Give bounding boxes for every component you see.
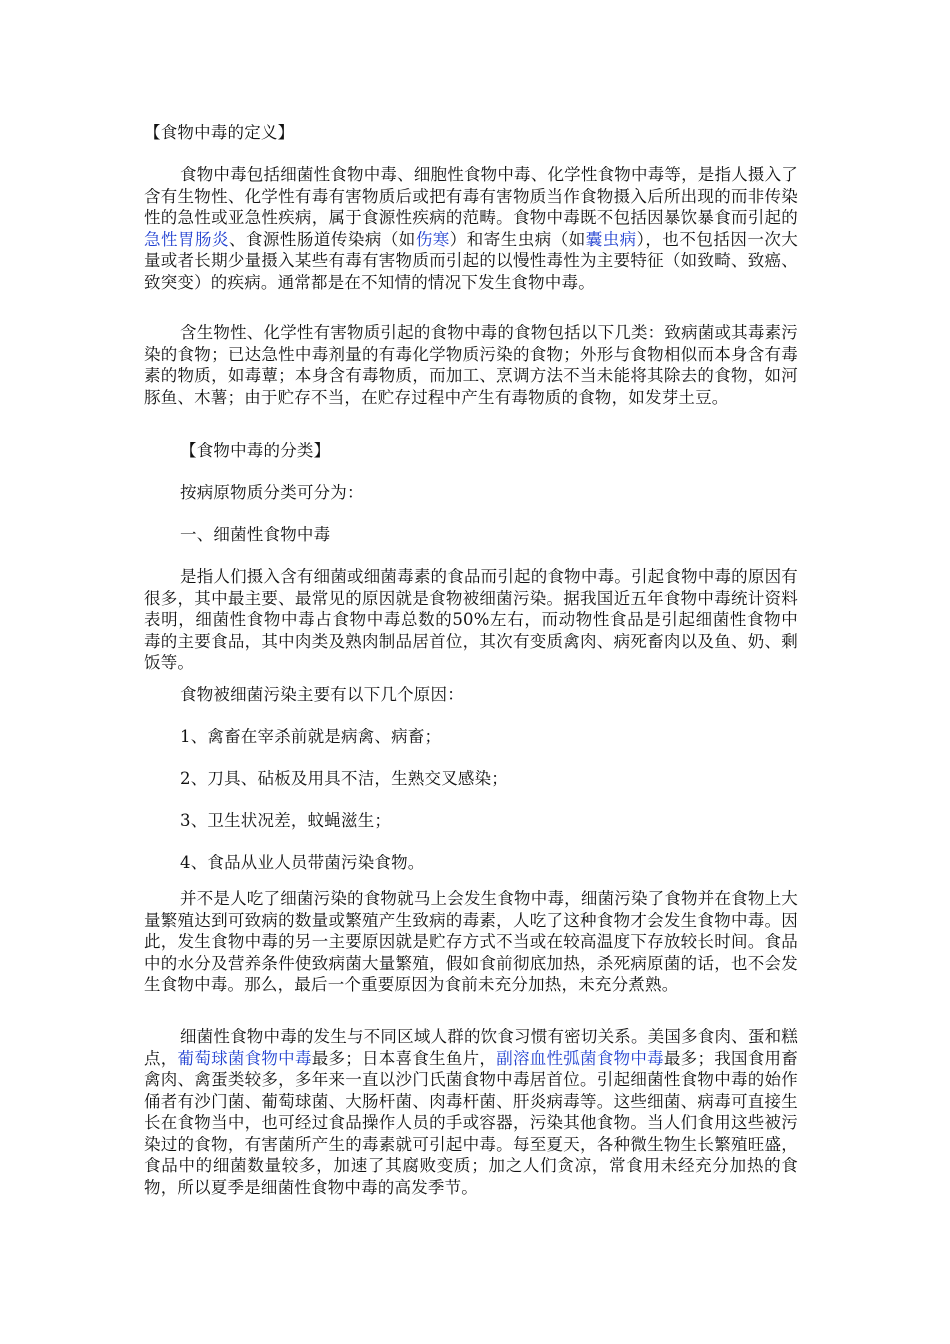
paragraph-dietary-habits — [144, 1026, 798, 1198]
paragraph-food-types: 含生物性、化学性有害物质引起的食物中毒的食物包括以下几类：致病菌或其毒素污染的食物；已达急性中毒剂量的有毒化学物质污染的食物；外形与食物相似而本身含有毒素的物质，如毒蕈；本身含有毒物质，而加工、烹调方法不当未能将其除去的食物，如河豚鱼、木薯；由于贮存不当，在贮存过程中产生有毒物质的食物，如发芽土豆。 — [144, 323, 798, 407]
list-item: 1、禽畜在宰杀前就是病禽、病畜； — [180, 727, 442, 746]
paragraph-definition — [144, 164, 798, 293]
text-segment: 、食源性肠道传染病（如 — [228, 229, 416, 249]
list-item: 3、卫生状况差，蚊蝇滋生； — [180, 811, 392, 830]
text-segment: 最多；日本喜食生鱼片， — [311, 1048, 497, 1068]
text-segment: ），也不包括因一次大量或者长期少量摄入某些有毒有害物质而引起的以慢性毒性为主要特征（如致畸、致癌、致突变）的疾病。通常都是在不知情的情况下发生食物中毒。 — [144, 229, 799, 292]
link-typhoid[interactable]: 伤寒 — [415, 229, 450, 249]
link-acute-gastroenteritis[interactable]: 急性胃肠炎 — [144, 229, 229, 249]
section-title-bacterial: 一、细菌性食物中毒 — [180, 525, 331, 544]
classification-intro: 按病原物质分类可分为： — [180, 483, 364, 502]
text-segment: 食物中毒包括细菌性食物中毒、细胞性食物中毒、化学性食物中毒等，是指人摄入了含有生物性、化学性有毒有害物质后或把有毒有害物质当作食物摄入后所出现的而非传染性的急性或亚急性疾病，属于食源性疾病的范畴。食物中毒既不包括因暴饮暴食而引起的 — [144, 165, 798, 227]
paragraph-storage-heating: 并不是人吃了细菌污染的食物就马上会发生食物中毒，细菌污染了食物并在食物上大量繁殖达到可致病的数量或繁殖产生致病的毒素，人吃了这种食物才会发生食物中毒。因此，发生食物中毒的另一主要原因就是贮存方式不当或在较高温度下存放较长时间。食品中的水分及营养条件使致病菌大量繁殖，假如食前彻底加热，杀死病原菌的话，也不会发生食物中毒。那么，最后一个重要原因为食前未充分加热，未充分煮熟。 — [144, 889, 798, 994]
text-segment: ）和寄生虫病（如 — [449, 229, 586, 249]
heading-definition: 【食物中毒的定义】 — [144, 123, 295, 142]
text-segment: 最多；我国食用畜禽肉、禽蛋类较多，多年来一直以沙门氏菌食物中毒居首位。引起细菌性食物中毒的始作俑者有沙门菌、葡萄球菌、大肠杆菌、肉毒杆菌、肝炎病毒等。这些细菌、病毒可直接生长在食物当中，也可经过食品操作人员的手或容器，污染其他食物。当人们食用这些被污染过的食物，有害菌所产生的毒素就可引起中毒。每至夏天，各种微生物生长繁殖旺盛，食品中的细菌数量较多，加速了其腐败变质；加之人们贪凉，常食用未经充分加热的食物，所以夏季是细菌性食物中毒的高发季节。 — [144, 1048, 798, 1197]
link-vibrio-parahaemolyticus-poisoning[interactable]: 副溶血性弧菌食物中毒 — [496, 1048, 664, 1068]
paragraph-bacterial-definition: 是指人们摄入含有细菌或细菌毒素的食品而引起的食物中毒。引起食物中毒的原因有很多，其中最主要、最常见的原因就是食物被细菌污染。据我国近五年食物中毒统计资料表明，细菌性食物中毒占食物中毒总数的50%左右，而动物性食品是引起细菌性食物中毒的主要食品，其中肉类及熟肉制品居首位，其次有变质禽肉、病死畜肉以及鱼、奶、剩饭等。 — [144, 567, 798, 672]
list-item: 4、食品从业人员带菌污染食物。 — [180, 853, 425, 872]
link-cysticercosis[interactable]: 囊虫病 — [585, 229, 637, 249]
list-item: 2、刀具、砧板及用具不洁，生熟交叉感染； — [180, 769, 508, 788]
link-staphylococcus-poisoning[interactable]: 葡萄球菌食物中毒 — [177, 1048, 312, 1068]
reasons-intro: 食物被细菌污染主要有以下几个原因： — [180, 685, 464, 704]
text-segment: 细菌性食物中毒的发生与不同区域人群的饮食习惯有密切关系。美国多食肉、蛋和糕点， — [144, 1027, 798, 1068]
heading-classification: 【食物中毒的分类】 — [180, 441, 331, 460]
